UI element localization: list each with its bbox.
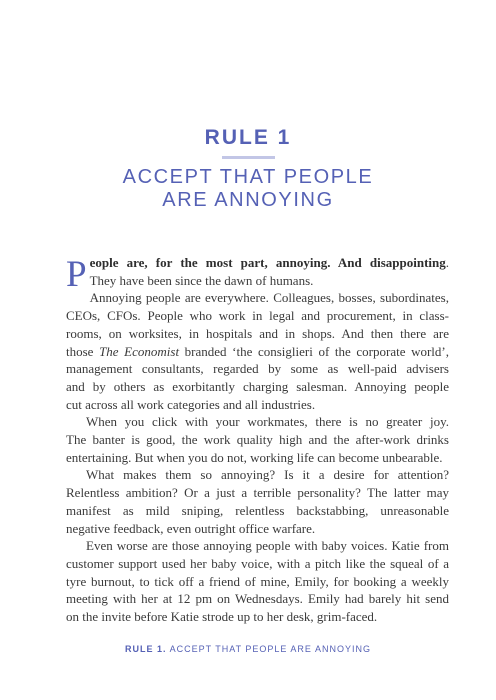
paragraph-2 [66, 289, 449, 413]
paragraph-1 [66, 254, 449, 295]
running-footer [0, 644, 496, 654]
body-text [66, 254, 449, 626]
paragraph-1-period: . [445, 255, 449, 270]
rule-number: RULE 1 [204, 126, 292, 149]
paragraph-5 [66, 537, 449, 626]
text-run: those [66, 343, 100, 359]
paragraph-line: negative feedback, even outright office warfare. [66, 520, 316, 536]
paragraph-line: The banter is good, the work quality high and the after-work drinks [66, 432, 449, 448]
publication-title: The Economist [99, 343, 180, 359]
paragraph-line: meeting with her at 12 pm on Wednesdays. Emily had barely hit send [66, 591, 449, 607]
paragraph-line: customer support used her baby voice, with a pitch like the squeal of a [66, 555, 449, 571]
paragraph-line: on the invite before Katie strode up to her desk, grim-faced. [66, 609, 378, 625]
paragraph-line: management consultants, regarded by some as well-paid advisers [66, 361, 449, 377]
paragraph-3 [66, 413, 449, 466]
paragraph-line: What makes them so annoying? Is it a desire for attention? [86, 467, 449, 483]
chapter-title-line-2: ARE ANNOYING [162, 189, 334, 211]
paragraph-line: Annoying people are everywhere. Colleagues, bosses, subordinates, [89, 290, 449, 306]
paragraph-line: cut across all work categories and all industries. [66, 396, 316, 412]
footer-title: ACCEPT THAT PEOPLE ARE ANNOYING [169, 644, 371, 654]
footer-rule-number: RULE 1. [125, 644, 167, 654]
chapter-title [0, 166, 496, 212]
paragraph-line: entertaining. But when you do not, working life can become unbearable. [66, 449, 443, 465]
text-run: branded ‘the consiglieri of the corporate world’, [179, 343, 449, 359]
rule-underline-divider [222, 156, 275, 159]
paragraph-line: When you click with your workmates, there is no greater joy. [86, 414, 449, 430]
paragraph-line: rooms, on worksites, in hospitals and in shops. And then there are [66, 325, 449, 341]
paragraph-line: manifest as mild sniping, relentless backstabbing, unreasonable [66, 502, 449, 518]
paragraph-1-line-2: They have been since the dawn of humans. [89, 272, 314, 288]
paragraph-line: CEOs, CFOs. People who work in legal and procurement, in class- [66, 308, 449, 324]
paragraph-4 [66, 466, 449, 537]
drop-cap: P [66, 254, 87, 295]
paragraph-1-line-1 [66, 254, 449, 272]
paragraph-line: Relentless ambition? Or a just a terrible personality? The latter may [66, 485, 449, 501]
paragraph-1-bold-text: eople are, for the most part, annoying. And disappointing [89, 255, 446, 270]
paragraph-line [66, 343, 449, 361]
paragraph-line: and by others as exorbitantly charging salesman. Annoying people [66, 378, 449, 394]
chapter-title-line-1: ACCEPT THAT PEOPLE [122, 166, 374, 188]
paragraph-line: Even worse are those annoying people with baby voices. Katie from [86, 538, 449, 554]
paragraph-line: tyre burnout, to tick off a friend of mine, Emily, for booking a weekly [66, 573, 449, 589]
